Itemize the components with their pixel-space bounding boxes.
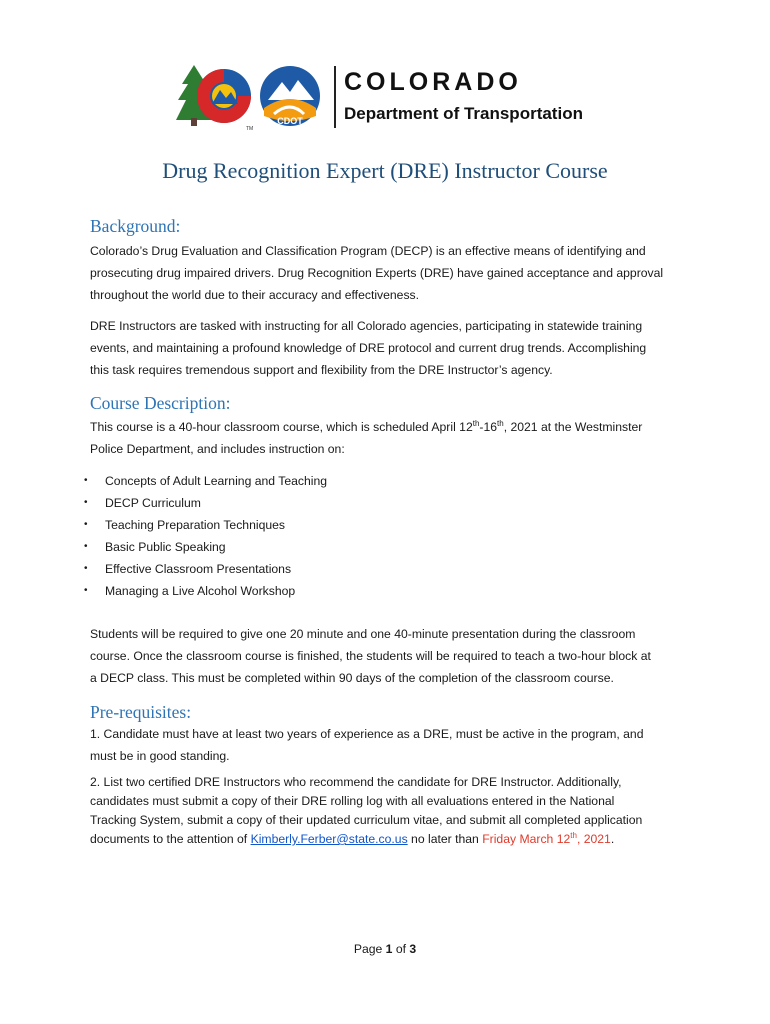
document-title: Drug Recognition Expert (DRE) Instructor Course xyxy=(162,158,608,183)
text-line: prosecuting drug impaired drivers. Drug Recognition Experts (DRE) have gained acceptance and approval xyxy=(90,266,664,280)
bullet-icon: • xyxy=(84,519,88,530)
bullet-icon: • xyxy=(84,475,88,486)
superscript: th xyxy=(497,418,504,428)
list-item-label: DECP Curriculum xyxy=(105,496,201,510)
total-pages: 3 xyxy=(409,942,417,956)
text-line: throughout the world due to their accuracy and effectiveness. xyxy=(90,288,420,302)
text-line: events, and maintaining a profound knowledge of DRE protocol and current drug trends. Accomplishing xyxy=(90,341,647,355)
colorado-cdot-emblem-icon xyxy=(176,60,331,135)
list-item xyxy=(78,492,327,514)
department-name: Department of Transportation xyxy=(344,104,583,123)
text-span: -16 xyxy=(479,420,498,434)
cdot-logo xyxy=(176,60,606,140)
cdot-badge-text: CDOT xyxy=(277,116,303,126)
page-number xyxy=(0,942,770,956)
text-line: 1. Candidate must have at least two years of experience as a DRE, must be active in the program, and xyxy=(90,727,644,741)
text-line: a DECP class. This must be completed within 90 days of the completion of the classroom course. xyxy=(90,671,614,685)
text-span: . xyxy=(610,832,615,846)
prerequisite-item-1 xyxy=(90,723,690,767)
instruction-topics-list xyxy=(78,470,327,602)
text-span: Page xyxy=(353,942,386,956)
trademark-mark: TM xyxy=(246,126,254,132)
text-span: Friday March 12 xyxy=(482,832,571,846)
text-span: , 2021 xyxy=(576,832,611,846)
list-item xyxy=(78,580,327,602)
text-line: DRE Instructors are tasked with instructing for all Colorado agencies, participating in statewide training xyxy=(90,319,643,333)
background-paragraph-2 xyxy=(90,315,690,381)
background-heading: Background: xyxy=(90,216,181,236)
text-span: , 2021 at the Westminster xyxy=(503,420,643,434)
list-item-label: Basic Public Speaking xyxy=(105,540,226,554)
course-intro xyxy=(90,416,690,460)
superscript: th xyxy=(570,830,577,840)
students-paragraph xyxy=(90,623,690,689)
list-item-label: Effective Classroom Presentations xyxy=(105,562,292,576)
text-span: of xyxy=(392,942,410,956)
brand-name: COLORADO xyxy=(344,68,522,96)
list-item xyxy=(78,558,327,580)
bullet-icon: • xyxy=(84,541,88,552)
list-item-label: Teaching Preparation Techniques xyxy=(105,518,286,532)
course-description-heading: Course Description: xyxy=(90,393,231,413)
text-line: course. Once the classroom course is finished, the students will be required to teach a two-hour block at xyxy=(90,649,651,663)
text-line: 2. List two certified DRE Instructors who recommend the candidate for DRE Instructor. Additionally, xyxy=(90,775,622,789)
text-line: Students will be required to give one 20 minute and one 40-minute presentation during the classroom xyxy=(90,627,636,641)
logo-divider xyxy=(334,66,336,128)
list-item-label: Managing a Live Alcohol Workshop xyxy=(105,584,296,598)
bullet-icon: • xyxy=(84,585,88,596)
prerequisites-heading: Pre-requisites: xyxy=(90,702,192,722)
superscript: th xyxy=(472,418,480,428)
deadline-text xyxy=(482,832,611,846)
current-page: 1 xyxy=(385,942,393,956)
email-link[interactable]: Kimberly.Ferber@state.co.us xyxy=(250,832,408,846)
bullet-icon: • xyxy=(84,497,88,508)
text-line: Police Department, and includes instruction on: xyxy=(90,442,345,456)
background-paragraph-1 xyxy=(90,240,690,306)
text-span: no later than xyxy=(407,832,483,846)
text-line: this task requires tremendous support and flexibility from the DRE Instructor’s agency. xyxy=(90,363,553,377)
prerequisite-item-2 xyxy=(90,773,690,849)
text-line: Colorado’s Drug Evaluation and Classification Program (DECP) is an effective means of identifying and xyxy=(90,244,646,258)
text-line: must be in good standing. xyxy=(90,749,230,763)
list-item xyxy=(78,514,327,536)
text-line: candidates must submit a copy of their DRE rolling log with all evaluations entered in the National xyxy=(90,794,615,808)
list-item xyxy=(78,536,327,558)
text-span: documents to the attention of xyxy=(90,832,251,846)
text-line: Tracking System, submit a copy of their updated curriculum vitae, and submit all completed application xyxy=(90,813,643,827)
list-item xyxy=(78,470,327,492)
text-span: This course is a 40-hour classroom course, which is scheduled April 12 xyxy=(90,420,473,434)
bullet-icon: • xyxy=(84,563,88,574)
list-item-label: Concepts of Adult Learning and Teaching xyxy=(105,474,328,488)
